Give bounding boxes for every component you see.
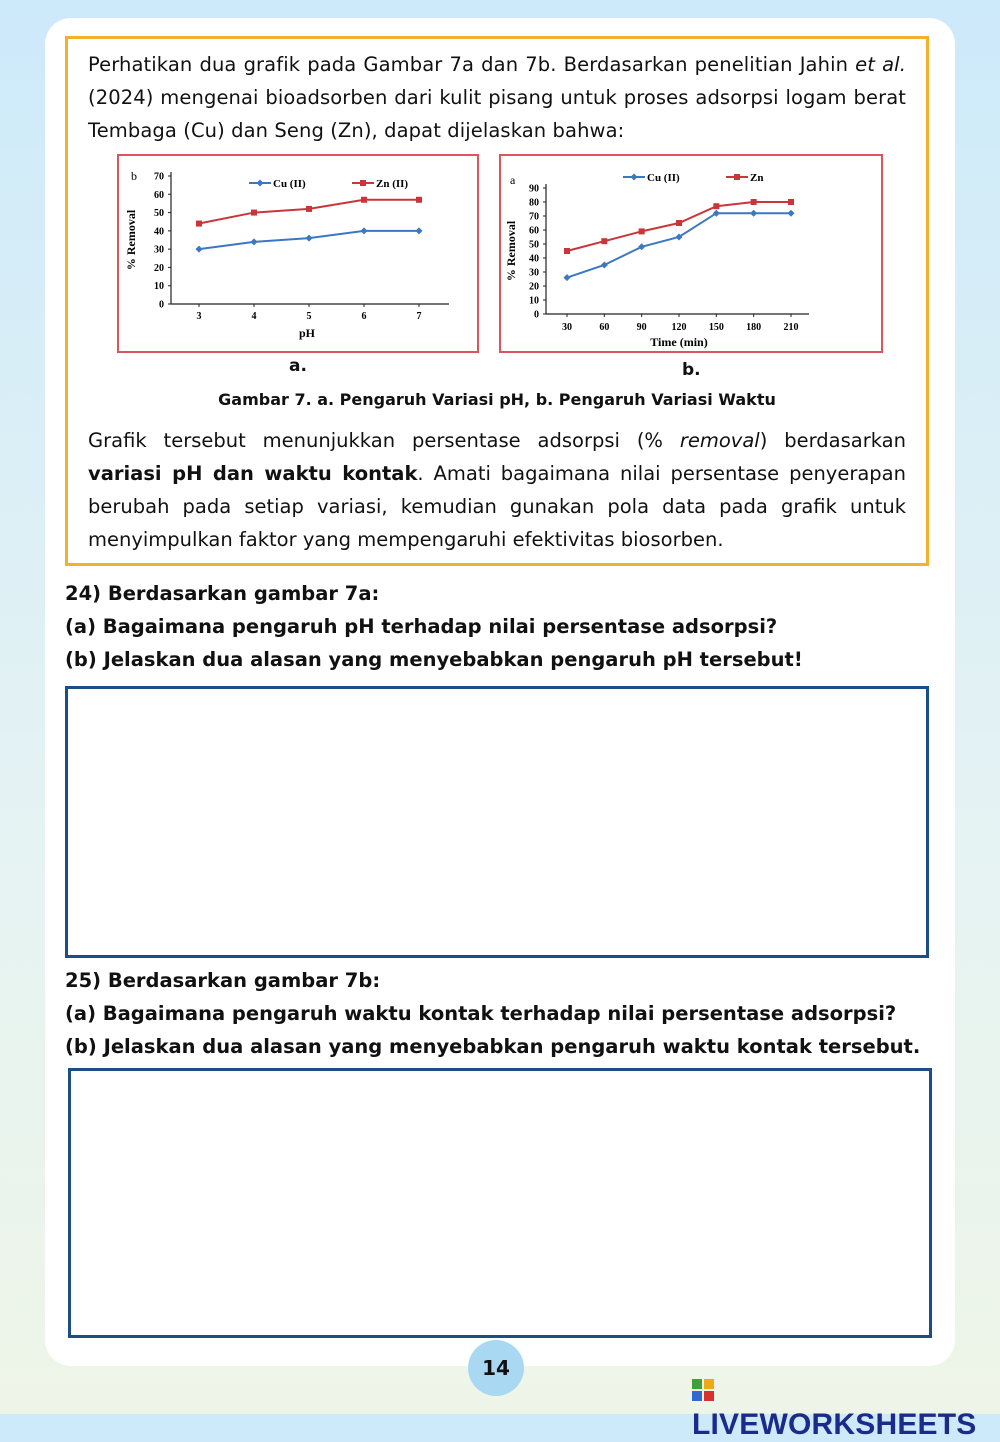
legend-marker (360, 180, 366, 186)
x-tick-label: 30 (562, 322, 572, 333)
data-point-zn (639, 228, 645, 234)
data-point-zn (251, 210, 257, 216)
data-point-cu (788, 210, 795, 217)
x-axis-label: pH (298, 326, 316, 340)
desc-text-1: Grafik tersebut menunjukkan persentase adsorpsi (% (88, 429, 680, 452)
x-tick-label: 120 (671, 322, 687, 333)
data-point-zn (601, 238, 607, 244)
y-tick-label: 70 (529, 211, 539, 223)
desc-removal: removal (679, 429, 760, 452)
answer-box-24[interactable] (65, 686, 929, 958)
y-tick-label: 30 (529, 267, 539, 279)
question-25-b: (b) Jelaskan dua alasan yang menyebabkan pengaruh waktu kontak tersebut. (65, 1035, 921, 1058)
description-paragraph (88, 424, 906, 556)
data-point-cu (306, 235, 313, 242)
chart-ph-svg (119, 156, 477, 351)
data-point-cu (750, 210, 757, 217)
data-point-cu (601, 262, 608, 269)
y-tick-label: 50 (154, 208, 164, 220)
y-tick-label: 90 (529, 183, 539, 195)
data-point-zn (416, 197, 422, 203)
question-24 (65, 577, 945, 676)
y-axis-label: % Removal (124, 209, 138, 271)
y-axis-label: % Removal (504, 220, 518, 282)
brand-logo (692, 1374, 1000, 1442)
x-tick-label: 6 (361, 311, 367, 322)
y-tick-label: 20 (529, 281, 539, 293)
x-tick-label: 60 (599, 322, 610, 333)
intro-paragraph (88, 48, 906, 147)
x-tick-label: 7 (416, 311, 422, 322)
x-tick-label: 180 (746, 322, 762, 333)
x-tick-label: 5 (306, 311, 312, 322)
y-tick-label: 40 (529, 253, 539, 265)
figure-label-a: a. (289, 356, 307, 376)
desc-bold: variasi pH dan waktu kontak (88, 462, 418, 485)
page-number: 14 (468, 1340, 524, 1396)
answer-box-25[interactable] (68, 1068, 932, 1338)
data-point-zn (788, 199, 794, 205)
x-tick-label: 4 (251, 311, 257, 322)
data-point-cu (251, 238, 258, 245)
x-tick-label: 150 (708, 322, 724, 333)
y-tick-label: 50 (529, 239, 539, 251)
figure-caption: Gambar 7. a. Pengaruh Variasi pH, b. Pengaruh Variasi Waktu (218, 390, 776, 409)
legend-marker (257, 180, 264, 187)
question-24-a: (a) Bagaimana pengaruh pH terhadap nilai persentase adsorpsi? (65, 615, 778, 638)
data-point-cu (564, 274, 571, 281)
data-point-zn (676, 220, 682, 226)
legend-marker (734, 174, 740, 180)
legend-marker (631, 174, 638, 181)
intro-text-2: (2024) mengenai bioadsorben dari kulit pisang untuk proses adsorpsi logam berat Tembaga (Cu) dan Seng (Zn), dapat dijelaskan bahwa: (88, 86, 906, 142)
y-tick-label: 10 (154, 281, 164, 293)
data-point-zn (306, 206, 312, 212)
data-point-cu (196, 246, 203, 253)
question-25 (65, 964, 945, 1063)
series-line-zn (567, 202, 791, 251)
question-25-number: 25) Berdasarkan gambar 7b: (65, 969, 381, 992)
data-point-zn (196, 221, 202, 227)
y-tick-label: 70 (154, 171, 164, 183)
liveworksheets-icon (692, 1379, 714, 1401)
brand-text: LIVEWORKSHEETS (692, 1408, 977, 1441)
legend-label: Cu (II) (647, 172, 680, 184)
y-tick-label: 20 (154, 262, 164, 274)
data-point-cu (638, 243, 645, 250)
question-24-b: (b) Jelaskan dua alasan yang menyebabkan pengaruh pH tersebut! (65, 648, 803, 671)
data-point-zn (361, 197, 367, 203)
chart-time (499, 154, 883, 353)
question-24-number: 24) Berdasarkan gambar 7a: (65, 582, 380, 605)
y-tick-label: 80 (529, 197, 539, 209)
panel-letter: a (510, 173, 516, 187)
y-tick-label: 30 (154, 244, 164, 256)
panel-letter: b (131, 169, 137, 183)
data-point-zn (713, 203, 719, 209)
legend-label: Zn (750, 172, 764, 184)
y-tick-label: 60 (154, 189, 164, 201)
question-25-a: (a) Bagaimana pengaruh waktu kontak terhadap nilai persentase adsorpsi? (65, 1002, 897, 1025)
y-tick-label: 40 (154, 226, 164, 238)
chart-time-svg (501, 156, 881, 351)
y-tick-label: 0 (534, 309, 539, 321)
data-point-cu (361, 227, 368, 234)
legend-label: Zn (II) (376, 178, 409, 190)
data-point-zn (564, 248, 570, 254)
data-point-zn (751, 199, 757, 205)
legend-label: Cu (II) (273, 178, 306, 190)
x-tick-label: 90 (636, 322, 647, 333)
y-tick-label: 10 (529, 295, 539, 307)
x-axis-label: Time (min) (650, 335, 708, 349)
figure-label-b: b. (682, 360, 701, 380)
desc-text-3: . Amati bagaimana nilai persentase penyerapan berubah pada setiap variasi, kemudian gunakan pola data pada grafik untuk menyimpulkan faktor yang mempengaruhi efektivitas biosorben. (88, 462, 906, 551)
desc-text-2: ) berdasarkan (759, 429, 906, 452)
chart-ph (117, 154, 479, 353)
intro-et-al: et al. (855, 53, 906, 76)
y-tick-label: 0 (159, 299, 164, 311)
x-tick-label: 3 (196, 311, 202, 322)
intro-text-1: Perhatikan dua grafik pada Gambar 7a dan 7b. Berdasarkan penelitian Jahin (88, 53, 856, 76)
data-point-cu (416, 227, 423, 234)
x-tick-label: 210 (783, 322, 799, 333)
y-tick-label: 60 (529, 225, 539, 237)
